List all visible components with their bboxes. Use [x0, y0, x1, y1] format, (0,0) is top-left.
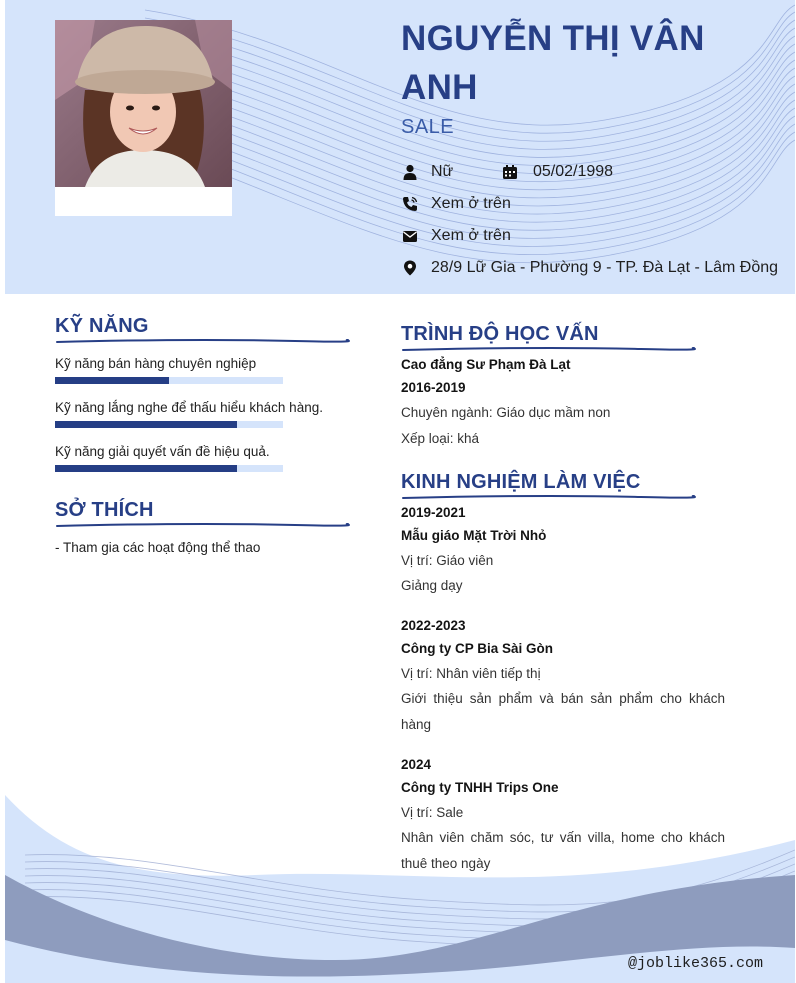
experience-position: Vị trí: Nhân viên tiếp thị	[401, 666, 541, 681]
education-title: TRÌNH ĐỘ HỌC VẤN	[401, 323, 599, 345]
skill-bar-fill	[55, 421, 237, 428]
skill-bar-track	[55, 377, 283, 384]
cv-page	[5, 0, 795, 983]
calendar-icon	[502, 163, 520, 181]
experience-description: Nhân viên chăm sóc, tư vấn villa, home cho khách thuê theo ngày	[401, 830, 725, 871]
skill-label: Kỹ năng giải quyết vấn đề hiệu quả.	[55, 444, 270, 459]
skill-bar-fill	[55, 377, 169, 384]
experience-company: Công ty CP Bia Sài Gòn	[401, 641, 554, 656]
hobbies-title-underline	[55, 520, 350, 530]
candidate-name: NGUYỄN THỊ VÂN ANH	[401, 19, 705, 107]
gender-value: Nữ	[431, 163, 454, 180]
experience-title-underline	[401, 492, 696, 502]
hobby-text: - Tham gia các hoạt động thể thao	[55, 540, 261, 555]
location-pin-icon	[401, 259, 419, 277]
email-value: Xem ở trên	[431, 227, 511, 244]
user-icon	[401, 163, 419, 181]
job-title: SALE	[401, 116, 455, 138]
experience-title: KINH NGHIỆM LÀM VIỆC	[401, 471, 641, 493]
birthday-row	[502, 160, 613, 184]
experience-description: Giới thiệu sản phẩm và bán sản phẩm cho khách hàng	[401, 691, 725, 732]
envelope-icon	[401, 227, 419, 245]
phone-value: Xem ở trên	[431, 195, 511, 212]
skill-label: Kỹ năng lắng nghe để thấu hiểu khách hàng.	[55, 400, 323, 415]
experience-period: 2022-2023	[401, 618, 466, 633]
address-row	[401, 256, 778, 280]
footer-handle: @joblike365.com	[627, 955, 763, 972]
education-school: Cao đẳng Sư Phạm Đà Lạt	[401, 357, 571, 372]
skill-bar-fill	[55, 465, 237, 472]
experience-company: Mẫu giáo Mặt Trời Nhỏ	[401, 528, 547, 543]
email-row	[401, 224, 511, 248]
skill-bar-track	[55, 421, 283, 428]
skills-title-underline	[55, 336, 350, 346]
skill-bar-track	[55, 465, 283, 472]
experience-period: 2024	[401, 757, 432, 772]
phone-row	[401, 192, 511, 216]
skills-title: KỸ NĂNG	[55, 315, 149, 337]
education-grade: Xếp loại: khá	[401, 431, 480, 446]
birthday-value: 05/02/1998	[533, 163, 614, 180]
experience-period: 2019-2021	[401, 505, 466, 520]
profile-photo-frame	[55, 20, 232, 216]
header-banner	[5, 0, 795, 294]
experience-position: Vị trí: Sale	[401, 805, 464, 820]
gender-row	[401, 160, 453, 184]
education-major: Chuyên ngành: Giáo dục mầm non	[401, 405, 611, 420]
skill-label: Kỹ năng bán hàng chuyên nghiệp	[55, 356, 257, 371]
address-value: 28/9 Lữ Gia - Phường 9 - TP. Đà Lạt - Lâm Đồng	[431, 259, 779, 276]
education-years: 2016-2019	[401, 380, 466, 395]
phone-icon	[401, 195, 419, 213]
education-title-underline	[401, 344, 696, 354]
experience-position: Vị trí: Giáo viên	[401, 553, 494, 568]
profile-photo	[55, 20, 232, 187]
experience-description: Giảng dạy	[401, 578, 463, 593]
hobbies-title: SỞ THÍCH	[55, 499, 154, 521]
experience-company: Công ty TNHH Trips One	[401, 780, 559, 795]
